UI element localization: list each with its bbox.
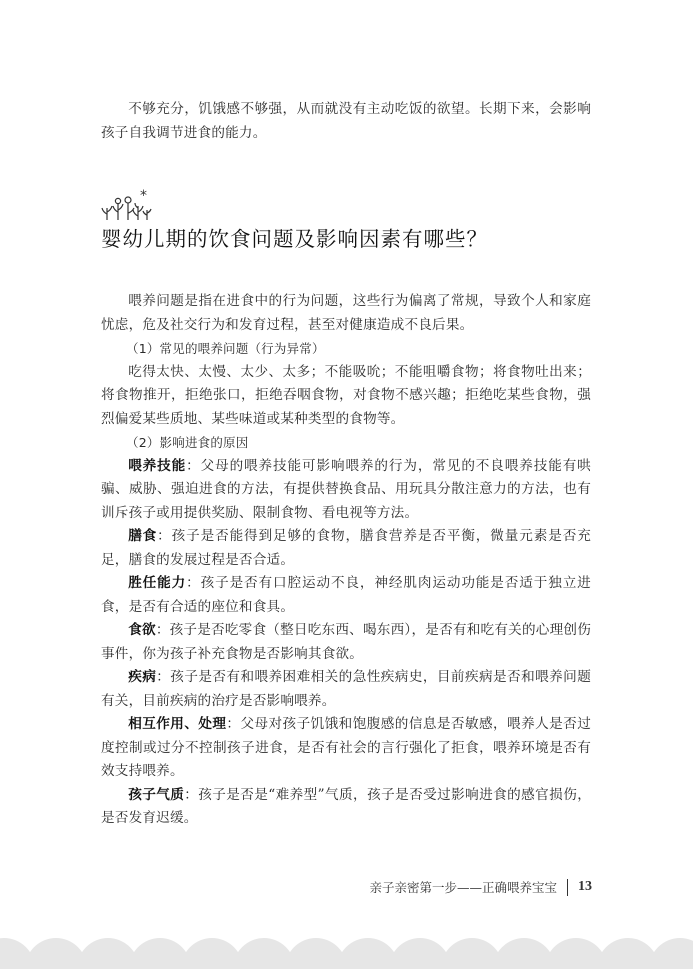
factor-text: ：孩子是否吃零食（整日吃东西、喝东西），是否有和吃有关的心理创伤事件，你为孩子补充食物是否影响其食欲。 bbox=[101, 622, 591, 662]
svg-text:*: * bbox=[140, 188, 147, 204]
factor-temperament bbox=[101, 784, 591, 831]
subheading-common-problems: （1）常见的喂养问题（行为异常） bbox=[126, 341, 325, 356]
section-body bbox=[101, 290, 591, 831]
intro-paragraph bbox=[101, 98, 591, 145]
page-footer bbox=[369, 878, 592, 896]
factor-text: ：父母对孩子饥饿和饱腹感的信息是否敏感，喂养人是否过度控制或过分不控制孩子进食，是否有社会的言行强化了拒食，喂养环境是否有效支持喂养。 bbox=[101, 716, 592, 779]
factor-text: ：父母的喂养技能可影响喂养的行为，常见的不良喂养技能有哄骗、威胁、强迫进食的方法，有提供替换食品、用玩具分散注意力的方法，也有训斥孩子或用提供奖励、限制食物、看电视等方法。 bbox=[101, 457, 591, 521]
factor-diet bbox=[101, 525, 591, 572]
decorative-circles-border bbox=[0, 930, 693, 969]
factor-term: 膳食 bbox=[128, 528, 158, 544]
factor-term: 喂养技能 bbox=[128, 457, 187, 474]
flower-sprout-icon bbox=[101, 188, 161, 222]
factor-term: 食欲 bbox=[128, 622, 156, 638]
factor-text: ：孩子是否有和喂养困难相关的急性疾病史，目前疾病是否和喂养问题有关，目前疾病的治疗是否影响喂养。 bbox=[101, 669, 592, 709]
factor-text: ：孩子是否是“难养型”气质，孩子是否受过影响进食的感官损伤，是否发育迟缓。 bbox=[101, 786, 591, 826]
factor-competence bbox=[101, 572, 591, 619]
definition-paragraph: 喂养问题是指在进食中的行为问题，这些行为偏离了常规，导致个人和家庭忧虑，危及社交行为和发育过程，甚至对健康造成不良后果。 bbox=[101, 293, 591, 333]
factor-feeding-skills bbox=[101, 455, 591, 526]
decorative-circle bbox=[649, 938, 693, 969]
factor-interaction bbox=[101, 713, 591, 784]
subheading-causes: （2）影响进食的原因 bbox=[126, 435, 249, 450]
factor-term: 孩子气质 bbox=[128, 786, 185, 803]
common-problems-paragraph: 吃得太快、太慢、太少、太多；不能吸吮；不能咀嚼食物；将食物吐出来；将食物推开，拒绝张口，拒绝吞咽食物，对食物不感兴趣；拒绝吃某些食物，强烈偏爱某些质地、某些味道或某种类型的食物等。 bbox=[101, 363, 591, 427]
factor-text: ：孩子是否能得到足够的食物，膳食营养是否平衡，微量元素是否充足，膳食的发展过程是否合适。 bbox=[101, 528, 591, 568]
factor-term: 相互作用、处理 bbox=[128, 716, 227, 732]
footer-book-title: 亲子亲密第一步——正确喂养宝宝 bbox=[369, 880, 557, 895]
page-number: 13 bbox=[578, 879, 592, 894]
factor-text: ：孩子是否有口腔运动不良，神经肌肉运动功能是否适于独立进食，是否有合适的座位和食具。 bbox=[101, 575, 591, 615]
factor-term: 胜任能力 bbox=[128, 575, 187, 591]
factor-term: 疾病 bbox=[128, 669, 157, 685]
section-title: 婴幼儿期的饮食问题及影响因素有哪些？ bbox=[101, 227, 488, 251]
factor-illness bbox=[101, 666, 591, 713]
footer-divider bbox=[567, 879, 568, 896]
title-decoration bbox=[101, 188, 161, 226]
factor-appetite bbox=[101, 619, 591, 666]
intro-text: 不够充分，饥饿感不够强，从而就没有主动吃饭的欲望。长期下来，会影响孩子自我调节进食的能力。 bbox=[101, 101, 591, 141]
